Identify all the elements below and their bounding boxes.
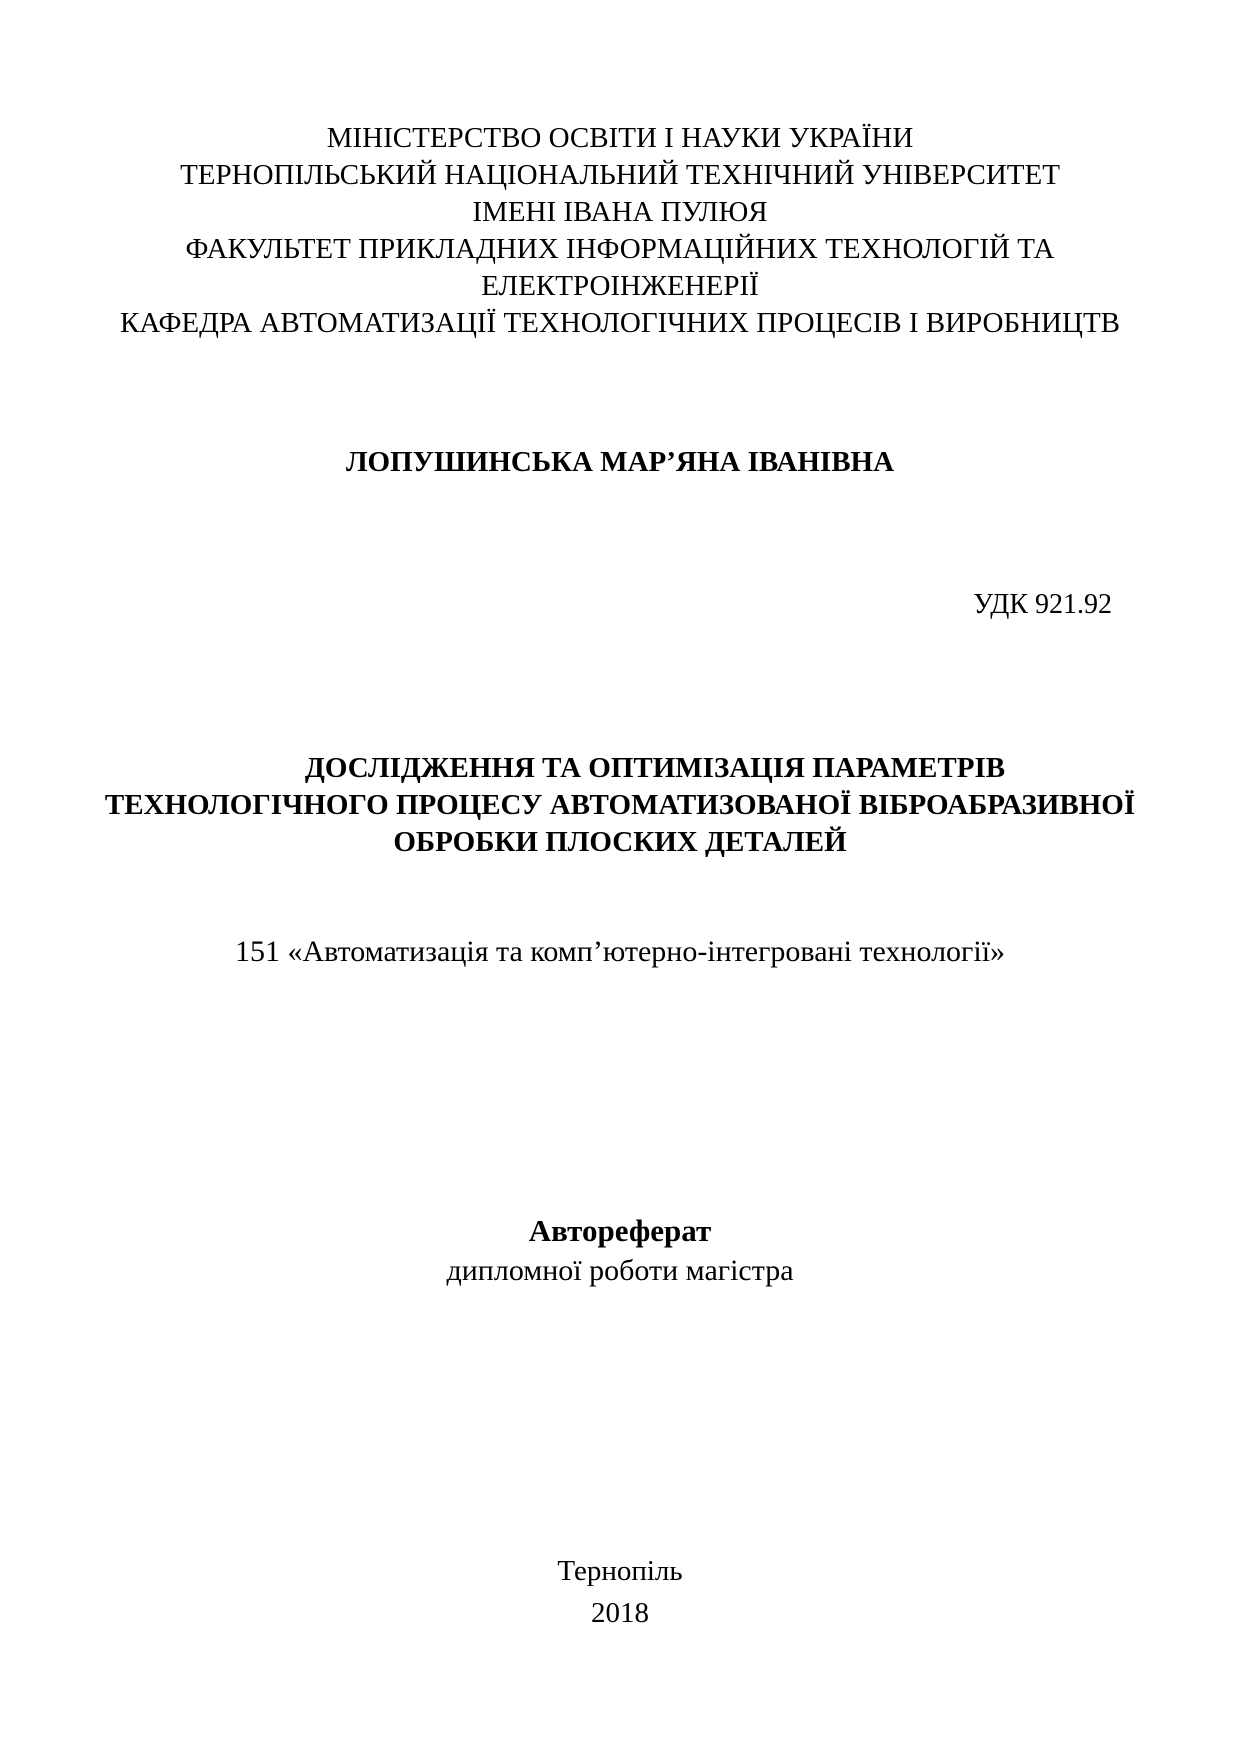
title-line-1: ДОСЛІДЖЕННЯ ТА ОПТИМІЗАЦІЯ ПАРАМЕТРІВ	[304, 752, 1006, 784]
abstract-block	[0, 1211, 1240, 1291]
udk-code: УДК 921.92	[973, 589, 1112, 620]
city-name: Тернопіль	[557, 1555, 683, 1587]
faculty-line-1: ФАКУЛЬТЕТ ПРИКЛАДНИХ ІНФОРМАЦІЙНИХ ТЕХНОЛОГІЙ ТА	[185, 233, 1055, 265]
title-line-3: ОБРОБКИ ПЛОСКИХ ДЕТАЛЕЙ	[393, 826, 847, 858]
university-line-1: ТЕРНОПІЛЬСЬКИЙ НАЦІОНАЛЬНИЙ ТЕХНІЧНИЙ УНІВЕРСИТЕТ	[180, 159, 1060, 191]
author-name: ЛОПУШИНСЬКА МАР’ЯНА ІВАНІВНА	[345, 446, 895, 478]
title-line-2: ТЕХНОЛОГІЧНОГО ПРОЦЕСУ АВТОМАТИЗОВАНОЇ ВІБРОАБРАЗИВНОЇ	[104, 789, 1136, 821]
year: 2018	[591, 1597, 649, 1629]
specialty-line: 151 «Автоматизація та комп’ютерно-інтегровані технології»	[234, 935, 1006, 968]
department-line: КАФЕДРА АВТОМАТИЗАЦІЇ ТЕХНОЛОГІЧНИХ ПРОЦЕСІВ І ВИРОБНИЦТВ	[119, 307, 1121, 339]
university-line-2: ІМЕНІ ІВАНА ПУЛЮЯ	[472, 196, 768, 228]
thesis-title	[0, 750, 1240, 861]
abstract-subtitle: дипломної роботи магістра	[446, 1254, 794, 1287]
institution-header	[0, 120, 1240, 342]
ministry-line: МІНІСТЕРСТВО ОСВІТИ І НАУКИ УКРАЇНИ	[326, 122, 914, 154]
faculty-line-2: ЕЛЕКТРОІНЖЕНЕРІЇ	[481, 270, 759, 302]
place-and-year	[0, 1550, 1240, 1634]
abstract-label: Автореферат	[528, 1213, 712, 1248]
